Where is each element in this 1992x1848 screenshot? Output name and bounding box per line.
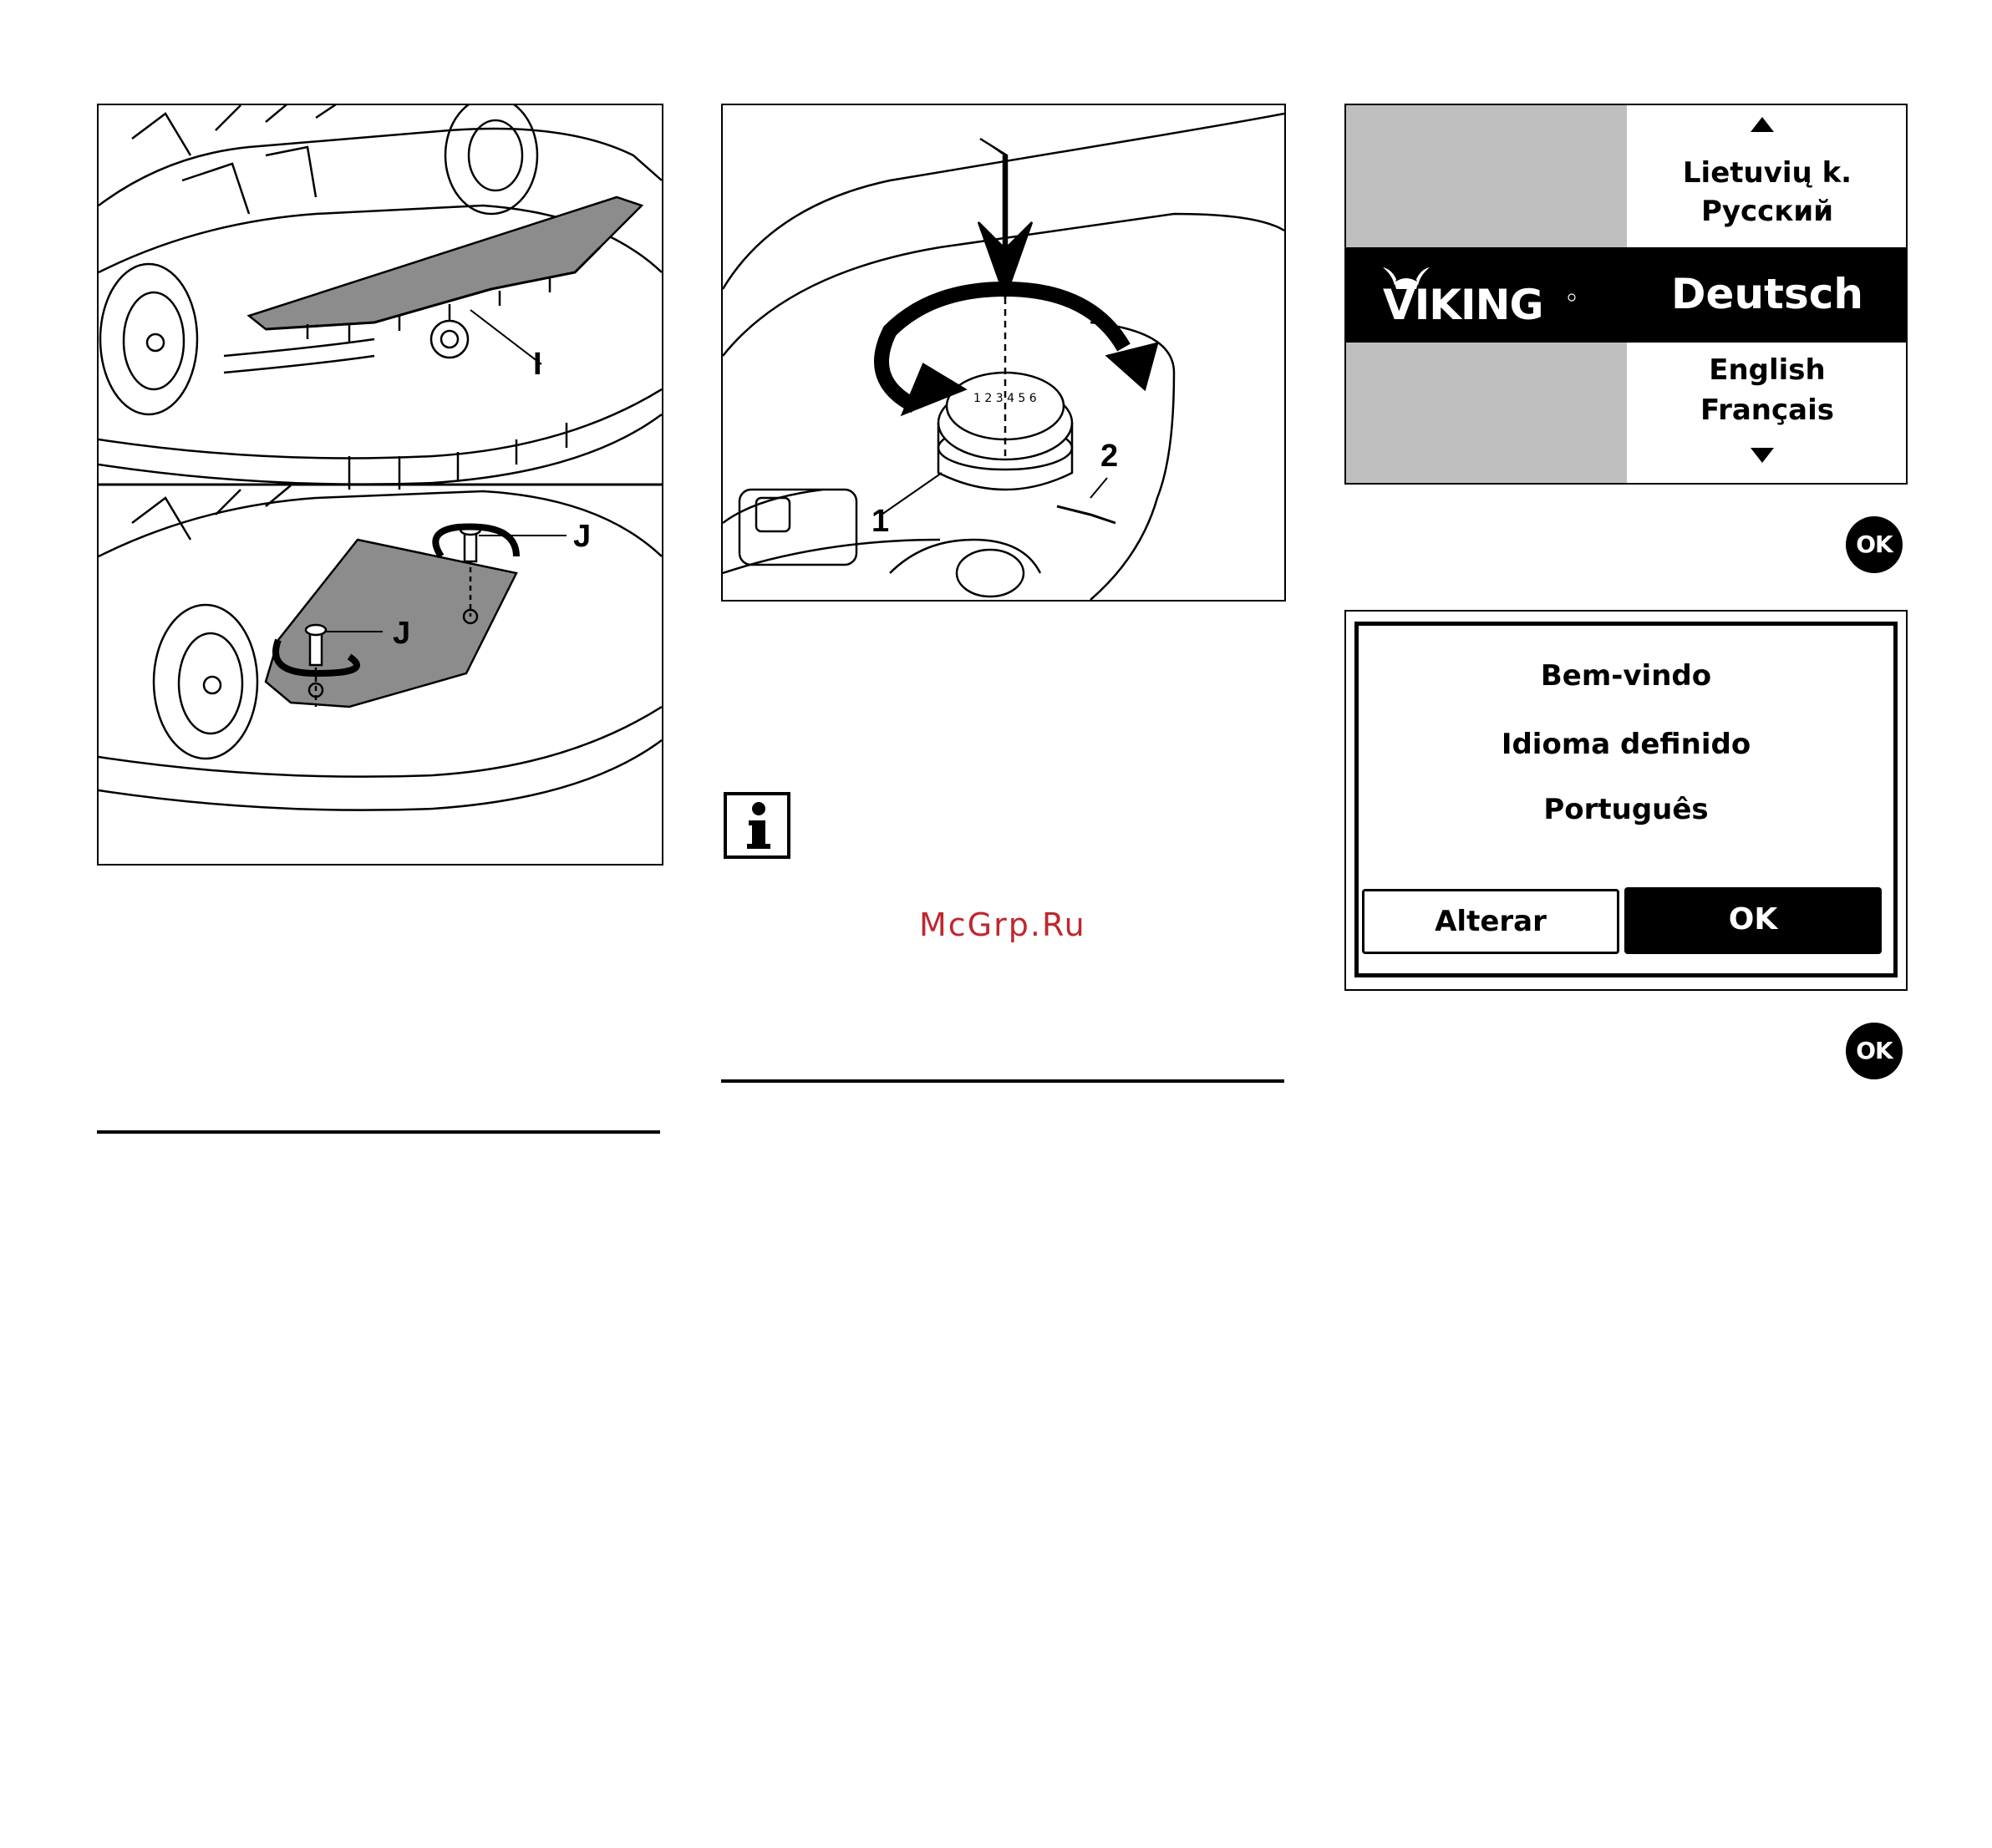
figure-height-dial-drawing <box>723 105 1284 600</box>
callout-label-j-1: J <box>393 616 411 651</box>
language-option-selected[interactable]: Deutsch <box>1671 270 1863 318</box>
svg-text:1 2 3 4 5 6: 1 2 3 4 5 6 <box>973 392 1037 405</box>
language-option-french[interactable]: Français <box>1700 393 1834 427</box>
section-divider-left <box>97 1130 660 1134</box>
callout-label-i: I <box>533 347 542 382</box>
language-option-english[interactable]: English <box>1709 353 1826 387</box>
figure-cover-removal-drawing <box>99 105 662 864</box>
language-selection-screen <box>1344 104 1908 485</box>
arrow-up-icon[interactable] <box>1751 117 1774 132</box>
change-button[interactable]: Alterar <box>1362 889 1619 954</box>
info-icon <box>724 792 790 859</box>
svg-text:VIKING: VIKING <box>1383 281 1543 326</box>
section-divider-middle <box>721 1079 1284 1083</box>
callout-label-j-2: J <box>573 519 592 554</box>
welcome-title: Bem-vindo <box>1540 659 1712 693</box>
callout-label-2: 2 <box>1100 439 1119 474</box>
welcome-screen <box>1344 610 1908 991</box>
ok-button[interactable]: OK <box>1624 887 1882 954</box>
figure-height-dial <box>721 104 1286 602</box>
language-option-russian[interactable]: Русский <box>1700 195 1834 228</box>
watermark: McGrp.Ru <box>919 906 1086 943</box>
figure-cover-removal <box>97 104 663 866</box>
viking-logo <box>1380 264 1580 326</box>
language-set-message: Idioma definido <box>1501 728 1751 761</box>
ok-key-icon[interactable]: OK <box>1846 516 1903 573</box>
arrow-down-icon[interactable] <box>1751 448 1774 463</box>
callout-label-1: 1 <box>872 504 890 539</box>
language-option-lithuanian[interactable]: Lietuvių k. <box>1682 156 1852 190</box>
ok-key-icon-2[interactable]: OK <box>1846 1023 1903 1079</box>
language-name: Português <box>1543 793 1709 826</box>
welcome-screen-frame <box>1354 622 1898 977</box>
